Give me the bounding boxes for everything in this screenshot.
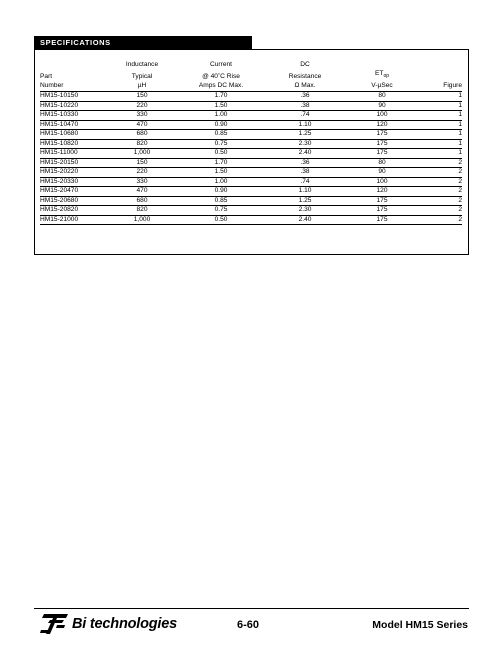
cell-figure: 1 [424, 130, 462, 140]
cell-resistance: 2.30 [270, 139, 340, 149]
cell-part: HM15-10220 [40, 101, 112, 111]
table-row [40, 92, 462, 102]
cell-resistance: 1.25 [270, 130, 340, 140]
cell-part: HM15-20330 [40, 177, 112, 187]
cell-figure: 1 [424, 111, 462, 121]
table-row [40, 187, 462, 197]
cell-figure: 1 [424, 101, 462, 111]
table-row [40, 130, 462, 140]
header-et [340, 69, 424, 81]
cell-part: HM15-10150 [40, 92, 112, 102]
cell-figure: 1 [424, 92, 462, 102]
cell-resistance: 1.10 [270, 120, 340, 130]
cell-current: 0.85 [172, 130, 270, 140]
table-row [40, 101, 462, 111]
cell-resistance: 2.30 [270, 206, 340, 216]
cell-resistance: .74 [270, 111, 340, 121]
cell-part: HM15-20220 [40, 168, 112, 178]
header-inductance-line1: Inductance [125, 61, 159, 68]
cell-et: 80 [340, 158, 424, 168]
cell-inductance: 680 [112, 130, 172, 140]
cell-resistance: .38 [270, 168, 340, 178]
cell-inductance: 220 [112, 101, 172, 111]
cell-inductance: 150 [112, 92, 172, 102]
cell-part: HM15-10470 [40, 120, 112, 130]
table-row [40, 215, 462, 225]
cell-resistance: .38 [270, 101, 340, 111]
cell-current: 1.50 [172, 168, 270, 178]
header-resistance-line3: Ω Max. [270, 81, 340, 92]
cell-current: 0.75 [172, 139, 270, 149]
header-current-line2: @ 40˚C Rise [202, 73, 240, 80]
table-body [40, 92, 462, 225]
cell-figure: 2 [424, 158, 462, 168]
cell-et: 175 [340, 215, 424, 225]
cell-inductance: 330 [112, 177, 172, 187]
cell-part: HM15-20820 [40, 206, 112, 216]
cell-part: HM15-10330 [40, 111, 112, 121]
cell-figure: 2 [424, 187, 462, 197]
cell-current: 1.00 [172, 111, 270, 121]
cell-inductance: 470 [112, 120, 172, 130]
cell-et: 80 [340, 92, 424, 102]
cell-figure: 1 [424, 149, 462, 159]
header-inductance-line2: Typical [131, 73, 153, 80]
header-current-line1: Current [210, 61, 232, 68]
cell-et: 175 [340, 196, 424, 206]
cell-part: HM15-10820 [40, 139, 112, 149]
cell-current: 0.50 [172, 149, 270, 159]
company-logo-text: Bi technologies [72, 616, 177, 632]
table-row [40, 177, 462, 187]
table-row [40, 168, 462, 178]
table-row [40, 111, 462, 121]
section-title: SPECIFICATIONS [34, 36, 252, 49]
cell-inductance: 220 [112, 168, 172, 178]
cell-current: 0.85 [172, 196, 270, 206]
cell-figure: 2 [424, 168, 462, 178]
cell-current: 1.00 [172, 177, 270, 187]
cell-figure: 1 [424, 120, 462, 130]
cell-inductance: 330 [112, 111, 172, 121]
cell-et: 90 [340, 168, 424, 178]
cell-inductance: 820 [112, 139, 172, 149]
cell-figure: 2 [424, 196, 462, 206]
cell-inductance: 150 [112, 158, 172, 168]
specifications-table [40, 60, 462, 225]
cell-et: 100 [340, 177, 424, 187]
cell-et: 120 [340, 120, 424, 130]
cell-et: 120 [340, 187, 424, 197]
header-resistance-line2: Resistance [288, 73, 322, 80]
cell-current: 1.70 [172, 92, 270, 102]
table-row [40, 149, 462, 159]
header-part-line2: Part [40, 73, 53, 80]
header-inductance-line3: µH [112, 81, 172, 92]
cell-part: HM15-20680 [40, 196, 112, 206]
cell-resistance: 1.25 [270, 196, 340, 206]
cell-inductance: 1,000 [112, 215, 172, 225]
header-resistance-line1: DC [300, 61, 310, 68]
cell-et: 90 [340, 101, 424, 111]
header-current-line3: Amps DC Max. [172, 81, 270, 92]
cell-part: HM15-21000 [40, 215, 112, 225]
cell-resistance: 2.40 [270, 215, 340, 225]
header-figure: Figure [424, 81, 462, 92]
cell-resistance: 1.10 [270, 187, 340, 197]
model-series-title: Model HM15 Series [372, 619, 468, 631]
cell-et: 175 [340, 206, 424, 216]
cell-et: 175 [340, 139, 424, 149]
cell-inductance: 1,000 [112, 149, 172, 159]
cell-figure: 1 [424, 139, 462, 149]
cell-figure: 2 [424, 177, 462, 187]
cell-part: HM15-20150 [40, 158, 112, 168]
cell-figure: 2 [424, 215, 462, 225]
cell-resistance: 2.40 [270, 149, 340, 159]
header-part-line3: Number [40, 81, 112, 92]
cell-resistance: .36 [270, 92, 340, 102]
footer-divider [34, 608, 469, 609]
cell-part: HM15-10680 [40, 130, 112, 140]
cell-resistance: .74 [270, 177, 340, 187]
cell-inductance: 470 [112, 187, 172, 197]
page-number: 6-60 [237, 619, 260, 631]
cell-current: 0.75 [172, 206, 270, 216]
cell-part: HM15-11000 [40, 149, 112, 159]
cell-current: 1.50 [172, 101, 270, 111]
header-et-sub: op [383, 73, 389, 79]
table-row [40, 206, 462, 216]
cell-resistance: .36 [270, 158, 340, 168]
cell-current: 0.50 [172, 215, 270, 225]
cell-inductance: 820 [112, 206, 172, 216]
cell-part: HM15-20470 [40, 187, 112, 197]
table-row [40, 196, 462, 206]
cell-et: 175 [340, 149, 424, 159]
table-row [40, 139, 462, 149]
cell-inductance: 680 [112, 196, 172, 206]
header-et-unit: V-µSec [340, 81, 424, 92]
bi-technologies-logo-icon [40, 613, 70, 635]
specifications-table-frame [34, 49, 469, 255]
cell-et: 175 [340, 130, 424, 140]
table-row [40, 120, 462, 130]
cell-current: 1.70 [172, 158, 270, 168]
cell-current: 0.90 [172, 187, 270, 197]
header-et-base: ET [375, 70, 384, 77]
header-part-line1 [40, 60, 112, 69]
table-row [40, 158, 462, 168]
cell-figure: 2 [424, 206, 462, 216]
cell-current: 0.90 [172, 120, 270, 130]
cell-et: 100 [340, 111, 424, 121]
